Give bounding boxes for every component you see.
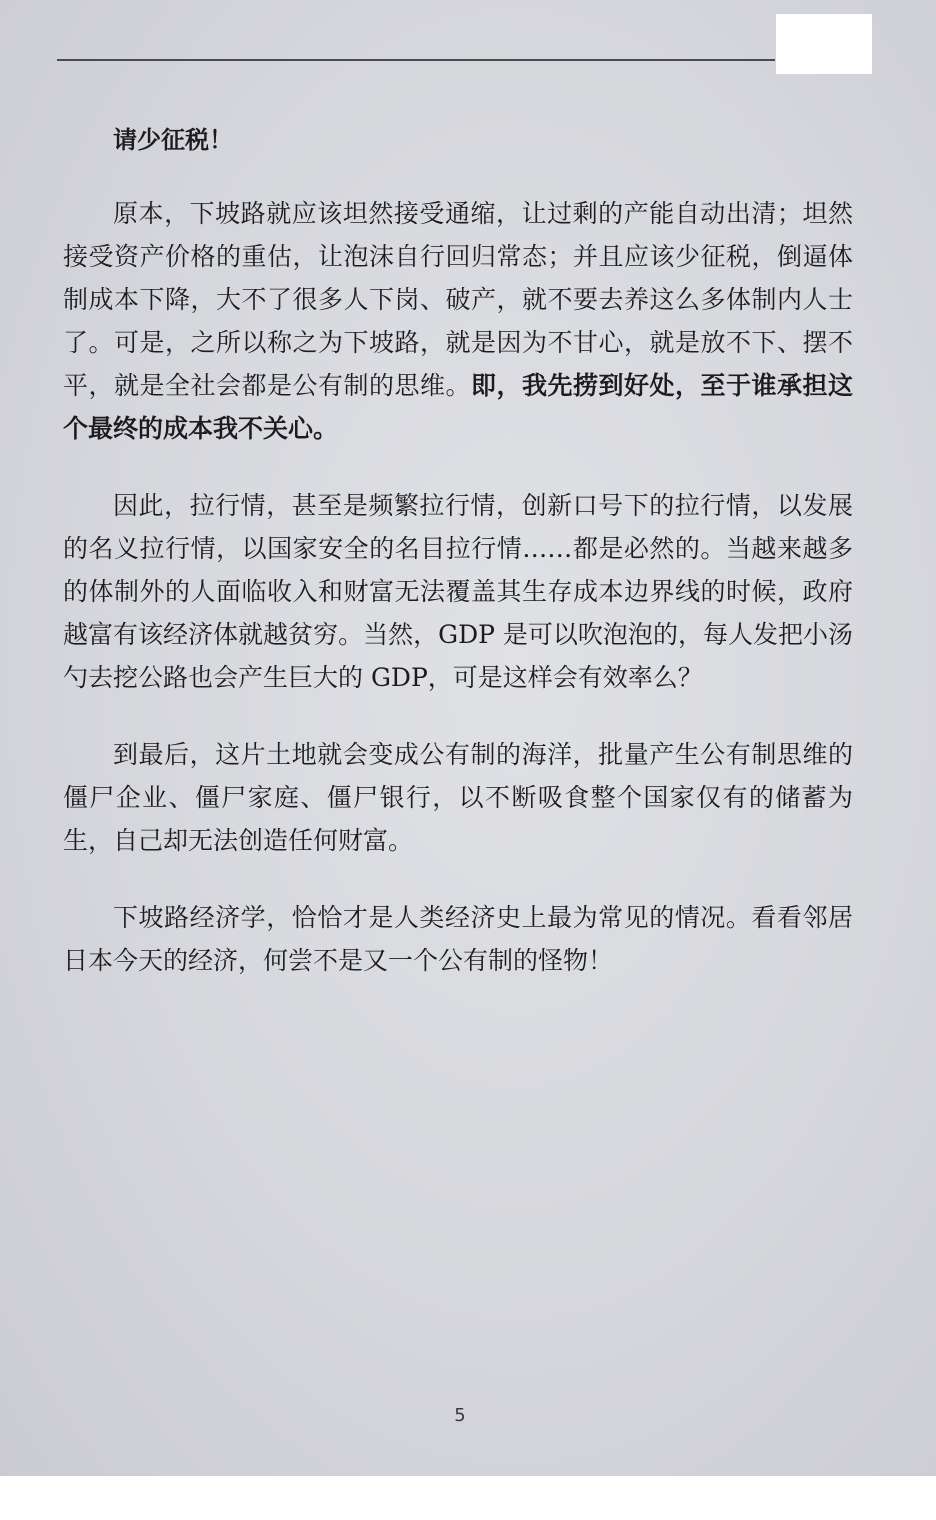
redaction-patch: [776, 14, 872, 74]
paragraph-1-text: 原本，下坡路就应该坦然接受通缩，让过剩的产能自动出清；坦然接受资产价格的重估，让泡沫自行回归常态；并且应该少征税，倒逼体制成本下降，大不了很多人下岗、破产，就不要去养这么多体制内人士了。可是，之所以称之为下坡路，就是因为不甘心，就是放不下、摆不平，就是全社会都是公有制的思维。: [63, 199, 853, 400]
paragraph-1: [63, 192, 853, 450]
page-number: 5: [454, 1405, 466, 1426]
paragraph-1-bold-text: 即，我先捞到好处，至于谁承担这个最终的成本我不关心。: [63, 371, 853, 443]
paragraph-2: 因此，拉行情，甚至是频繁拉行情，创新口号下的拉行情，以发展的名义拉行情，以国家安全的名目拉行情……都是必然的。当越来越多的体制外的人面临收入和财富无法覆盖其生存成本边界线的时候，政府越富有该经济体就越贫穷。当然，GDP 是可以吹泡泡的，每人发把小汤勺去挖公路也会产生巨大的 GDP，可是这样会有效率么？: [63, 491, 853, 692]
paragraph-3: 到最后，这片土地就会变成公有制的海洋，批量产生公有制思维的僵尸企业、僵尸家庭、僵尸银行，以不断吸食整个国家仅有的储蓄为生，自己却无法创造任何财富。: [63, 740, 853, 855]
page-body: [63, 118, 853, 1016]
section-heading: 请少征税！: [113, 125, 233, 154]
header-rule: [57, 59, 775, 61]
paragraph-4: 下坡路经济学，恰恰才是人类经济史上最为常见的情况。看看邻居日本今天的经济，何尝不是又一个公有制的怪物！: [63, 903, 853, 975]
